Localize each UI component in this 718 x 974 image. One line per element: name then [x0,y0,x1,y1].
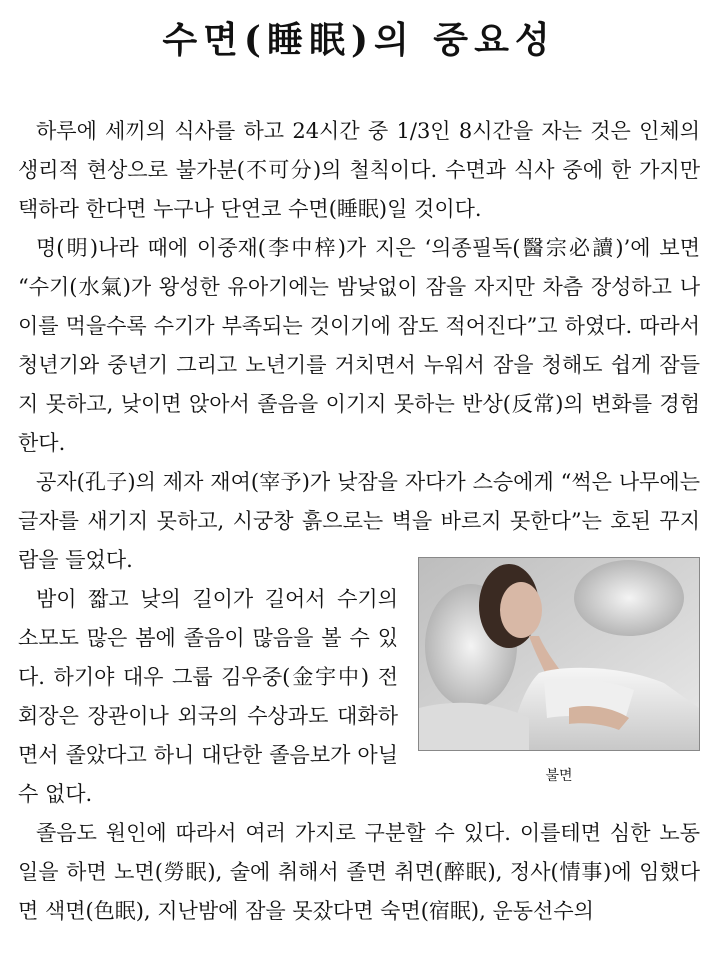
figure [418,541,700,786]
paragraph-2: 명(明)나라 때에 이중재(李中梓)가 지은 ‘의종필독(醫宗必讀)’에 보면 “수기(水氣)가 왕성한 유아기에는 밤낮없이 잠을 자지만 차츰 장성하고 나이를 먹을수록 수기가 부족되는 것이기에 잠도 적어진다”고 하였다. 따라서 청년기와 중년기 그리고 노년기를 거치면서 누워서 잠을 청해도 쉽게 잠들지 못하고, 낮이면 앉아서 졸음을 이기지 못하는 반상(反常)의 변화를 경험한다. [18,236,700,455]
sleeping-woman-photo [418,557,700,751]
paragraph-3-text: 공자(孔子)의 제자 재여(宰予)가 낮잠을 자다가 스승에게 “썩은 나무에는 글자를 새기지 못하고, 시궁창 흙으로는 벽을 바르지 못한다”는 호된 꾸지람을 들었다. [18,470,700,572]
page-title: 수면(睡眠)의 중요성 [162,19,556,61]
paragraph-4: 밤이 짧고 낮의 길이가 길어서 수기의 소모도 많은 봄에 졸음이 많음을 볼 수 있다. 하기야 대우 그룹 김우중(金宇中) 전 회장은 장관이나 외국의 수상과도 대화하면서 졸았다고 하니 대단한 졸음보가 아닐 수 없다. [18,587,398,806]
paragraph-5: 졸음도 원인에 따라서 여러 가지로 구분할 수 있다. 이를테면 심한 노동 일을 하면 노면(勞眠), 술에 취해서 졸면 취면(醉眠), 정사(情事)에 임했다면 색면(色眠), 지난밤에 잠을 못잤다면 숙면(宿眠), 운동선수의 [18,821,700,923]
document-page [18,0,700,974]
article-body [18,112,700,931]
paragraph-1: 하루에 세끼의 식사를 하고 24시간 중 1/3인 8시간을 자는 것은 인체의 생리적 현상으로 불가분(不可分)의 철칙이다. 수면과 식사 중에 한 가지만 택하라 한다면 누구나 단연코 수면(睡眠)일 것이다. [18,119,700,221]
photo-illustration [419,558,699,750]
figure-caption: 불면 [545,768,573,784]
